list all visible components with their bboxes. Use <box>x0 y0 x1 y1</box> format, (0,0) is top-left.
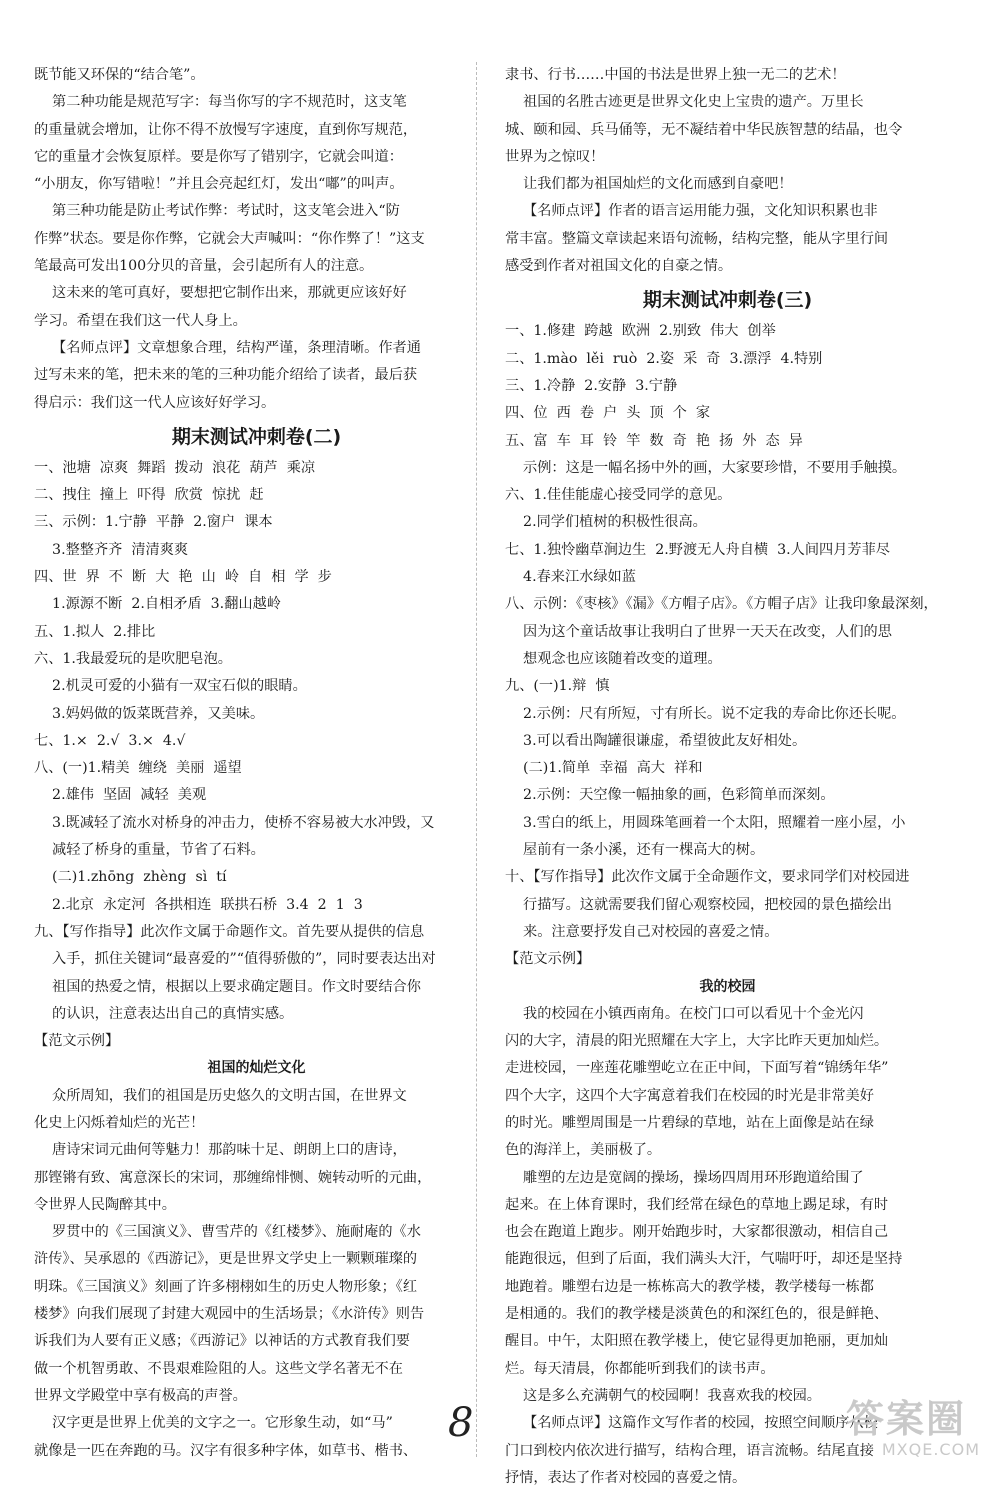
text-line: 起来。在上体育课时，我们经常在绿色的草地上踢足球，有时 <box>505 1196 889 1213</box>
text-line: 地跑着。雕塑右边是一栋栋高大的教学楼，教学楼每一栋都 <box>505 1278 874 1295</box>
text-line: 3.妈妈做的饭菜既营养，又美味。 <box>34 705 265 722</box>
text-line: 过写未来的笔，把未来的笔的三种功能介绍给了读者，最后获 <box>34 367 418 384</box>
text-line: 3.可以看出陶罐很谦虚，希望彼此友好相处。 <box>505 732 807 749</box>
left-answer-text <box>34 62 479 417</box>
text-line: 二、拽住 撞上 吓得 欣赏 惊扰 赶 <box>34 487 264 504</box>
text-line: 八、示例：《枣核》《漏》《方帽子店》。《方帽子店》让我印象最深刻， <box>505 596 938 613</box>
text-line: 世界为之惊叹！ <box>505 148 605 165</box>
text-line: 一、池塘 凉爽 舞蹈 拨动 浪花 葫芦 乘凉 <box>34 459 316 476</box>
text-line: 1.源源不断 2.自相矛盾 3.翻山越岭 <box>34 596 281 613</box>
text-line: 是相通的。我们的教学楼是淡黄色的和深红色的，很是鲜艳、 <box>505 1306 889 1323</box>
text-line: 因为这个童话故事让我明白了世界一天天在改变，人们的思 <box>505 623 892 640</box>
text-line: 化史上闪烁着灿烂的光芒！ <box>34 1114 205 1131</box>
text-line: 减轻了桥身的重量，节省了石料。 <box>34 842 265 859</box>
text-line: 感受到作者对祖国文化的自豪之情。 <box>505 258 733 275</box>
text-line: 唐诗宋词元曲何等魅力！那韵味十足、朗朗上口的唐诗， <box>34 1142 407 1159</box>
text-line: 我的校园在小镇西南角。在校门口可以看见十个金光闪 <box>505 1005 864 1022</box>
text-line: 【名师点评】作者的语言运用能力强，文化知识积累也非 <box>505 203 878 220</box>
text-line: 2.示例：天空像一幅抽象的画，色彩简单而深刻。 <box>505 787 835 804</box>
text-line: 2.示例：尺有所短，寸有所长。说不定我的寿命比你还长呢。 <box>505 705 906 722</box>
text-line: (二)1.简单 幸福 高大 祥和 <box>505 760 703 777</box>
text-line: 示例：这是一幅名扬中外的画，大家要珍惜，不要用手触摸。 <box>505 459 907 476</box>
text-line: (二)1.zhōng zhèng sì tí <box>34 869 227 886</box>
text-line: 三、示例：1.宁静 平静 2.窗户 课本 <box>34 514 273 531</box>
watermark-text: 答案圈 <box>846 1397 967 1441</box>
essay-title-culture: 祖国的灿烂文化 <box>207 1060 306 1077</box>
text-line: 五、富 车 耳 铃 竿 数 奇 艳 扬 外 态 异 <box>505 432 803 449</box>
text-line: 祖国的名胜古迹更是世界文化史上宝贵的遗产。万里长 <box>505 94 864 111</box>
text-line: 抒情，表达了作者对校园的喜爱之情。 <box>505 1469 747 1486</box>
text-line: 的重量就会增加，让你不得不放慢写字速度，直到你写规范， <box>34 121 418 138</box>
text-line: 诉我们为人要有正义感；《西游记》以神话的方式教育我们要 <box>34 1333 410 1350</box>
page-number: 8 <box>448 1400 474 1446</box>
text-line: 浒传》、吴承恩的《西游记》，更是世界文学史上一颗颗璀璨的 <box>34 1251 418 1268</box>
text-line: 这是多么充满朝气的校园啊！我喜欢我的校园。 <box>505 1387 821 1404</box>
text-line: 2.机灵可爱的小猫有一双宝石似的眼睛。 <box>34 678 307 695</box>
text-line: 【名师点评】这篇作文写作者的校园，按照空间顺序从校 <box>505 1415 878 1432</box>
text-line: 的时光。雕塑周围是一片碧绿的草地，站在上面像是站在绿 <box>505 1114 874 1131</box>
section-title-exam-3: 期末测试冲刺卷(三) <box>642 289 813 312</box>
text-line: 闪的大字，清晨的阳光照耀在大字上，大字比昨天更加灿烂。 <box>505 1033 889 1050</box>
text-line: 行描写。这就需要我们留心观察校园，把校园的景色描绘出 <box>505 896 892 913</box>
text-line: 笔最高可发出100分贝的音量，会引起所有人的注意。 <box>34 258 374 275</box>
right-column <box>505 62 950 1492</box>
text-line: 令世界人民陶醉其中。 <box>34 1196 176 1213</box>
text-line: 来。注意要抒发自己对校园的喜爱之情。 <box>505 923 779 940</box>
text-line: 六、1.我最爱玩的是吹肥皂泡。 <box>34 650 232 667</box>
text-line: 三、1.冷静 2.安静 3.宁静 <box>505 377 678 394</box>
text-line: 得启示：我们这一代人应该好好学习。 <box>34 394 276 411</box>
text-line: 醒目。中午，太阳照在教学楼上，使它显得更加艳丽，更加灿 <box>505 1333 889 1350</box>
text-line: 楼梦》向我们展现了封建大观园中的生活场景；《水浒传》则告 <box>34 1306 425 1323</box>
text-line: 六、1.佳佳能虚心接受同学的意见。 <box>505 487 732 504</box>
text-line: 能跑很远，但到了后面，我们满头大汗，气喘吁吁，却还是坚持 <box>505 1251 903 1268</box>
text-line: 四、位 西 卷 户 头 顶 个 家 <box>505 405 711 422</box>
text-line: 九、【写作指导】此次作文属于命题作文。首先要从提供的信息 <box>34 923 425 940</box>
text-line: 七、1.× 2.√ 3.× 4.√ <box>34 732 186 749</box>
text-line: 3.整整齐齐 清清爽爽 <box>34 541 189 558</box>
text-line: 五、1.拟人 2.排比 <box>34 623 156 640</box>
text-line: 第三种功能是防止考试作弊：考试时，这支笔会进入“防 <box>34 203 400 220</box>
text-line: 【名师点评】文章想象合理，结构严谨，条理清晰。作者通 <box>34 339 421 356</box>
text-line: 学习。希望在我们这一代人身上。 <box>34 312 247 329</box>
text-line: “小朋友，你写错啦！”并且会亮起红灯，发出“嘟”的叫声。 <box>34 176 404 193</box>
text-line: 那铿锵有致、寓意深长的宋词，那缠绵悱恻、婉转动听的元曲， <box>34 1169 432 1186</box>
section-title-exam-2: 期末测试冲刺卷(二) <box>171 425 342 448</box>
text-line: 门口到校内依次进行描写，结构合理，语言流畅。结尾直接 <box>505 1442 874 1459</box>
text-line: 七、1.独怜幽草涧边生 2.野渡无人舟自横 3.人间四月芳菲尽 <box>505 541 890 558</box>
text-line: 做一个机智勇敢、不畏艰难险阻的人。这些文学名著无不在 <box>34 1360 403 1377</box>
text-line: 作弊”状态。要是你作弊，它就会大声喊叫：“你作弊了！”这支 <box>34 230 425 247</box>
left-column <box>34 62 479 1465</box>
text-line: 烂。每天清晨，你都能听到我们的读书声。 <box>505 1360 775 1377</box>
text-line: 就像是一匹在奔跑的马。汉字有很多种字体，如草书、楷书、 <box>34 1442 418 1459</box>
text-line: 明珠。《三国演义》刻画了许多栩栩如生的历史人物形象；《红 <box>34 1278 418 1295</box>
text-line: 【范文示例】 <box>34 1033 120 1050</box>
text-line: 也会在跑道上跑步。刚开始跑步时，大家都很激动，相信自己 <box>505 1224 889 1241</box>
text-line: 祖国的热爱之情，根据以上要求确定题目。作文时要结合你 <box>34 978 421 995</box>
text-line: 让我们都为祖国灿烂的文化而感到自豪吧！ <box>505 176 793 193</box>
text-line: 色的海洋上，美丽极了。 <box>505 1142 662 1159</box>
text-line: 想观念也应该随着改变的道理。 <box>505 650 722 667</box>
text-line: 二、1.mào lěi ruò 2.姿 采 奇 3.漂浮 4.特别 <box>505 350 823 367</box>
text-line: 雕塑的左边是宽阔的操场，操场四周用环形跑道给围了 <box>505 1169 864 1186</box>
text-line: 的认识，注意表达出自己的真情实感。 <box>34 1005 294 1022</box>
watermark-url: MXQE.COM <box>881 1440 980 1459</box>
text-line: 罗贯中的《三国演义》、曹雪芹的《红楼梦》、施耐庵的《水 <box>34 1224 421 1241</box>
exam-2-answers <box>34 455 479 1056</box>
text-line: 世界文学殿堂中享有极高的声誉。 <box>34 1387 247 1404</box>
text-line: 九、(一)1.辩 慎 <box>505 678 610 695</box>
text-line: 四个大字，这四个大字寓意着我们在校园的时光是非常美好 <box>505 1087 874 1104</box>
text-line: 常丰富。整篇文章读起来语句流畅，结构完整，能从字里行间 <box>505 230 889 247</box>
text-line: 4.春来江水绿如蓝 <box>505 569 636 586</box>
right-answer-text <box>505 62 950 280</box>
text-line: 这未来的笔可真好，要想把它制作出来，那就更应该好好 <box>34 285 407 302</box>
text-line: 入手，抓住关键词“最喜爱的”“值得骄傲的”，同时要表达出对 <box>34 951 436 968</box>
text-line: 四、世 界 不 断 大 艳 山 岭 自 相 学 步 <box>34 569 332 586</box>
text-line: 城、颐和园、兵马俑等，无不凝结着中华民族智慧的结晶，也令 <box>505 121 903 138</box>
text-line: 第二种功能是规范写字：每当你写的字不规范时，这支笔 <box>34 94 407 111</box>
text-line: 屋前有一条小溪，还有一棵高大的树。 <box>505 842 765 859</box>
essay-title-campus: 我的校园 <box>699 978 756 995</box>
essay-culture-body <box>34 1083 479 1465</box>
text-line: 3.既减轻了流水对桥身的冲击力，使桥不容易被大水冲毁，又 <box>34 814 435 831</box>
text-line: 一、1.修建 跨越 欧洲 2.别致 伟大 创举 <box>505 323 776 340</box>
text-line: 2.同学们植树的积极性很高。 <box>505 514 707 531</box>
text-line: 3.雪白的纸上，用圆珠笔画着一个太阳，照耀着一座小屋，小 <box>505 814 906 831</box>
text-line: 【范文示例】 <box>505 951 591 968</box>
text-line: 它的重量才会恢复原样。要是你写了错别字，它就会叫道： <box>34 148 403 165</box>
text-line: 既节能又环保的“结合笔”。 <box>34 67 205 83</box>
text-line: 2.雄伟 坚固 减轻 美观 <box>34 787 207 804</box>
text-line: 2.北京 永定河 各拱相连 联拱石桥 3.4 2 1 3 <box>34 896 363 913</box>
text-line: 走进校园，一座莲花雕塑屹立在正中间，下面写着“锦绣年华” <box>505 1060 889 1077</box>
exam-3-answers <box>505 318 950 973</box>
text-line: 八、(一)1.精美 缠绕 美丽 遥望 <box>34 760 242 777</box>
text-line: 众所周知，我们的祖国是历史悠久的文明古国，在世界文 <box>34 1087 407 1104</box>
text-line: 隶书、行书……中国的书法是世界上独一无二的艺术！ <box>505 67 846 83</box>
text-line: 十、【写作指导】此次作文属于全命题作文，要求同学们对校园进 <box>505 869 910 886</box>
watermark-logo <box>846 1398 986 1470</box>
text-line: 汉字更是世界上优美的文字之一。它形象生动，如“马” <box>34 1415 393 1432</box>
